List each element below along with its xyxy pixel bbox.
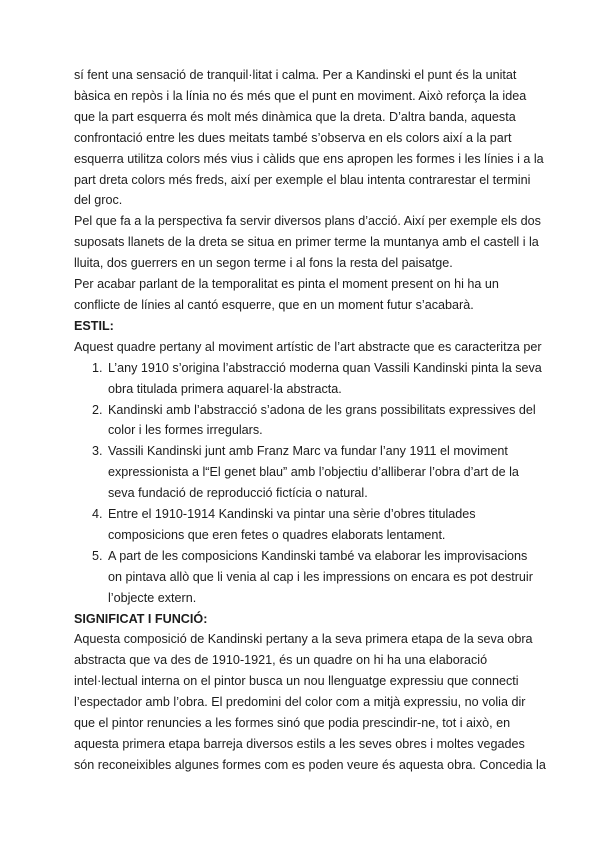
text-line: del groc. <box>74 193 123 208</box>
text-line: obra titulada primera aquarel·la abstracta. <box>108 381 342 396</box>
style-intro <box>74 337 542 358</box>
text-line: Entre el 1910-1914 Kandinski va pintar una sèrie d’obres titulades <box>108 507 476 522</box>
text-line: color i les formes irregulars. <box>108 423 263 438</box>
list-item <box>74 504 530 546</box>
text-line: Kandinski amb l’abstracció s’adona de les grans possibilitats expressives del <box>108 402 536 417</box>
intro-paragraph <box>74 65 544 211</box>
text-line: composicions que eren fetes o quadres elaborats lentament. <box>108 527 446 542</box>
text-line: Pel que fa a la perspectiva fa servir diversos plans d’acció. Així per exemple els dos <box>74 214 541 229</box>
text-line: l’objecte extern. <box>108 590 197 605</box>
text-line: L’any 1910 s’origina l’abstracció moderna quan Vassili Kandinski pinta la seva <box>108 360 542 375</box>
text-line: lluita, dos guerrers en un segon terme i al fons la resta del paisatge. <box>74 256 453 271</box>
list-item <box>74 400 536 442</box>
list-number: 5. <box>92 548 103 563</box>
text-line: que la part esquerra és molt més dinàmica que la dreta. D’altra banda, aquesta <box>74 109 516 124</box>
text-line: l’espectador amb l’obra. El predomini del color com a mitjà expressiu, no volia dir <box>74 695 526 710</box>
list-number: 3. <box>92 444 103 459</box>
meaning-paragraph <box>74 629 546 775</box>
text-line: Aquest quadre pertany al moviment artístic de l’art abstracte que es caracteritza per <box>74 339 542 354</box>
list-item <box>74 358 542 400</box>
list-item <box>74 546 533 609</box>
text-line: Per acabar parlant de la temporalitat es pinta el moment present on hi ha un <box>74 277 499 292</box>
style-heading: ESTIL: <box>74 318 114 333</box>
text-line: aquesta primera etapa barreja diversos estils a les seves obres i moltes vegades <box>74 737 525 751</box>
list-number: 4. <box>92 507 103 522</box>
list-number: 1. <box>92 360 103 375</box>
temporality-paragraph <box>74 274 530 316</box>
text-line: intel·lectual interna on el pintor busca un nou llenguatge expressiu que connecti <box>74 674 519 689</box>
list-item <box>74 441 530 504</box>
text-line: abstracta que va des de 1910-1921, és un quadre on hi ha una elaboració <box>74 653 488 668</box>
text-line: suposats llanets de la dreta se situa en primer terme la muntanya amb el castell i la <box>74 235 539 250</box>
text-line: part dreta colors més freds, així per exemple el blau intenta contrarestar el termini <box>74 172 531 187</box>
text-line: són reconeixibles algunes formes com es poden veure és aquesta obra. Concedia la <box>74 757 546 772</box>
style-list <box>74 358 542 609</box>
text-line: sí fent una sensació de tranquil·litat i calma. Per a Kandinski el punt és la unitat <box>74 68 517 82</box>
text-line: Vassili Kandinski junt amb Franz Marc va fundar l’any 1911 el moviment <box>108 444 508 459</box>
text-line: que el pintor renuncies a les formes sinó que podia prescindir-ne, tot i això, en <box>74 716 511 731</box>
text-line: Aquesta composició de Kandinski pertany a la seva primera etapa de la seva obra <box>74 632 533 647</box>
text-line: A part de les composicions Kandinski també va elaborar les improvisacions <box>108 548 528 563</box>
text-line: expressionista a l“El genet blau” amb l’objectiu d’alliberar l’obra d’art de la <box>108 465 519 480</box>
text-line: conflicte de línies al cantó esquerre, que en un moment futur s’acabarà. <box>74 297 474 312</box>
text-line: bàsica en repòs i la línia no és més que el punt en moviment. Això reforça la idea <box>74 88 527 103</box>
meaning-heading: SIGNIFICAT I FUNCIÓ: <box>74 611 208 626</box>
text-line: esquerra utilitza colors més vius i càlids que ens apropen les formes i les línies i a la <box>74 151 544 166</box>
text-line: confrontació entre les dues meitats també s’observa en els colors així a la part <box>74 130 512 145</box>
text-line: on pintava allò que li venia al cap i les impressions on encara es pot destruir <box>108 569 533 584</box>
text-line: seva fundació de reproducció fictícia o natural. <box>108 486 368 501</box>
perspective-paragraph <box>74 211 541 274</box>
list-number: 2. <box>92 402 103 417</box>
